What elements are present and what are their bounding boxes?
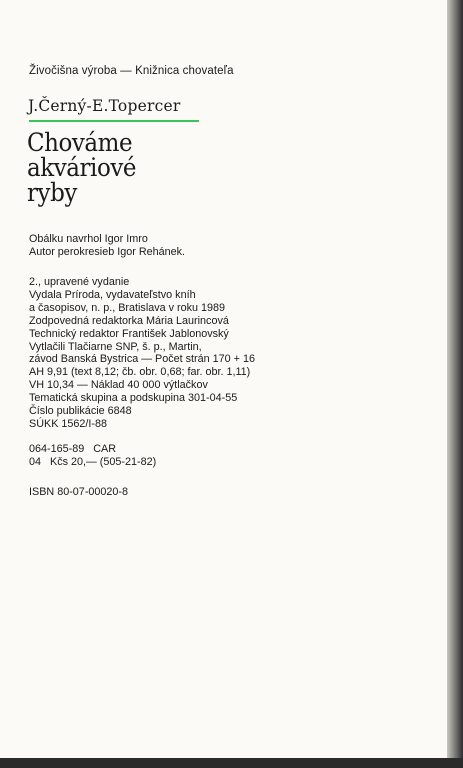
colophon-line: Vytlačili Tlačiarne SNP, š. p., Martin,: [29, 340, 202, 353]
title-line: Chováme: [27, 128, 133, 157]
green-rule: [29, 120, 199, 122]
colophon-line: Číslo publikácie 6848: [29, 405, 132, 418]
page-edge-shadow: [447, 0, 463, 768]
page-bottom-edge: [0, 758, 463, 768]
colophon-line: závod Banská Bystrica — Počet strán 170 + 16: [29, 353, 255, 366]
colophon-line: a časopisov, n. p., Bratislava v roku 1989: [29, 301, 226, 314]
isbn-line: ISBN 80-07-00020-8: [29, 486, 129, 498]
authors-line: J.Černý-E.Topercer: [28, 97, 181, 115]
credit-line: Autor perokresieb Igor Rehánek.: [29, 245, 186, 258]
credits-block: [29, 233, 185, 259]
colophon-line: Tematická skupina a podskupina 301-04-55: [29, 392, 238, 405]
series-line: Živočišna výroba — Knižnica chovateľa: [29, 65, 234, 77]
colophon-line: AH 9,91 (text 8,12; čb. obr. 0,68; far. obr. 1,11): [29, 366, 251, 379]
colophon-line: Vydala Príroda, vydavateľstvo kníh: [29, 288, 196, 301]
credit-line: Obálku navrhol Igor Imro: [29, 233, 148, 245]
colophon-block: [29, 276, 255, 431]
book-title: [27, 130, 136, 205]
title-line: akváriové: [27, 153, 137, 182]
colophon-line: VH 10,34 — Náklad 40 000 výtlačkov: [29, 379, 208, 392]
colophon-line: Technický redaktor František Jablonovský: [29, 327, 229, 340]
code-line: 064-165-89 CAR: [29, 443, 117, 455]
colophon-line: Zodpovedná redaktorka Mária Laurincová: [29, 314, 229, 327]
title-line: ryby: [27, 178, 77, 207]
codes-block: [29, 443, 156, 469]
code-line: 04 Kčs 20,— (505-21-82): [29, 455, 157, 468]
colophon-line: SÚKK 1562/I-88: [29, 417, 108, 430]
colophon-line: 2., upravené vydanie: [29, 276, 130, 288]
